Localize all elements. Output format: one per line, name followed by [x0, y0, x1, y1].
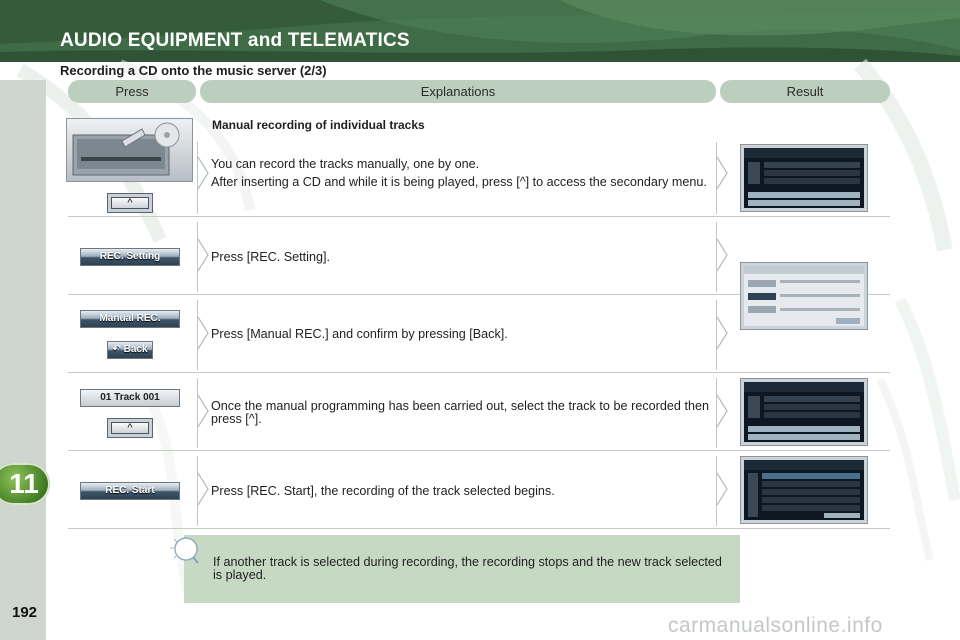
- light-bulb-icon: [168, 533, 202, 567]
- rec-start-button: REC. Start: [80, 482, 180, 500]
- row-divider: [68, 372, 890, 373]
- back-button: ↶ Back: [107, 341, 153, 359]
- explanation-text: After inserting a CD and while it is being played, press [^] to access the secondary menu.: [211, 175, 707, 189]
- chevron-right-icon: [197, 316, 209, 350]
- column-header-result: Result: [720, 80, 890, 103]
- track-list-item-button: 01 Track 001: [80, 389, 180, 407]
- chapter-title: AUDIO EQUIPMENT and TELEMATICS: [60, 30, 410, 51]
- left-margin-strip: [0, 80, 46, 640]
- chevron-right-icon: [716, 472, 728, 506]
- chapter-badge: 11: [0, 463, 50, 505]
- caret-up-button: ^: [107, 418, 153, 438]
- column-header-press: Press: [68, 80, 196, 103]
- back-arrow-icon: ↶: [112, 344, 124, 355]
- explanation-text: Once the manual programming has been carried out, select the track to be recorded then press [^].: [211, 399, 709, 426]
- explanation-text: Press [REC. Setting].: [211, 250, 330, 264]
- chevron-right-icon: [197, 156, 209, 190]
- chevron-right-icon: [716, 238, 728, 272]
- explanation-text: Press [Manual REC.] and confirm by pressing [Back].: [211, 327, 508, 341]
- result-screen-thumbnail: [740, 262, 868, 330]
- result-screen-thumbnail: [740, 378, 868, 446]
- page-number: 192: [12, 604, 38, 621]
- section-title: Recording a CD onto the music server (2/3): [60, 63, 327, 78]
- watermark: carmanualsonline.info: [668, 614, 883, 637]
- chevron-right-icon: [197, 472, 209, 506]
- row-divider: [68, 528, 890, 529]
- explanation-text: You can record the tracks manually, one by one.: [211, 157, 480, 171]
- chevron-right-icon: [197, 238, 209, 272]
- subheading: Manual recording of individual tracks: [212, 118, 425, 132]
- result-screen-thumbnail: [740, 456, 868, 524]
- rec-setting-button: REC. Setting: [80, 248, 180, 266]
- row-divider: [68, 216, 890, 217]
- chevron-right-icon: [716, 316, 728, 350]
- note-text: If another track is selected during recording, the recording stops and the new track selected is played.: [213, 555, 722, 582]
- manual-rec-button: Manual REC.: [80, 310, 180, 328]
- column-header-explanations: Explanations: [200, 80, 716, 103]
- chevron-right-icon: [716, 394, 728, 428]
- result-screen-thumbnail: [740, 144, 868, 212]
- caret-up-button: ^: [107, 193, 153, 213]
- explanation-text: Press [REC. Start], the recording of the track selected begins.: [211, 484, 555, 498]
- chevron-right-icon: [197, 394, 209, 428]
- chevron-right-icon: [716, 156, 728, 190]
- cd-insert-illustration: [66, 118, 193, 182]
- row-divider: [68, 450, 890, 451]
